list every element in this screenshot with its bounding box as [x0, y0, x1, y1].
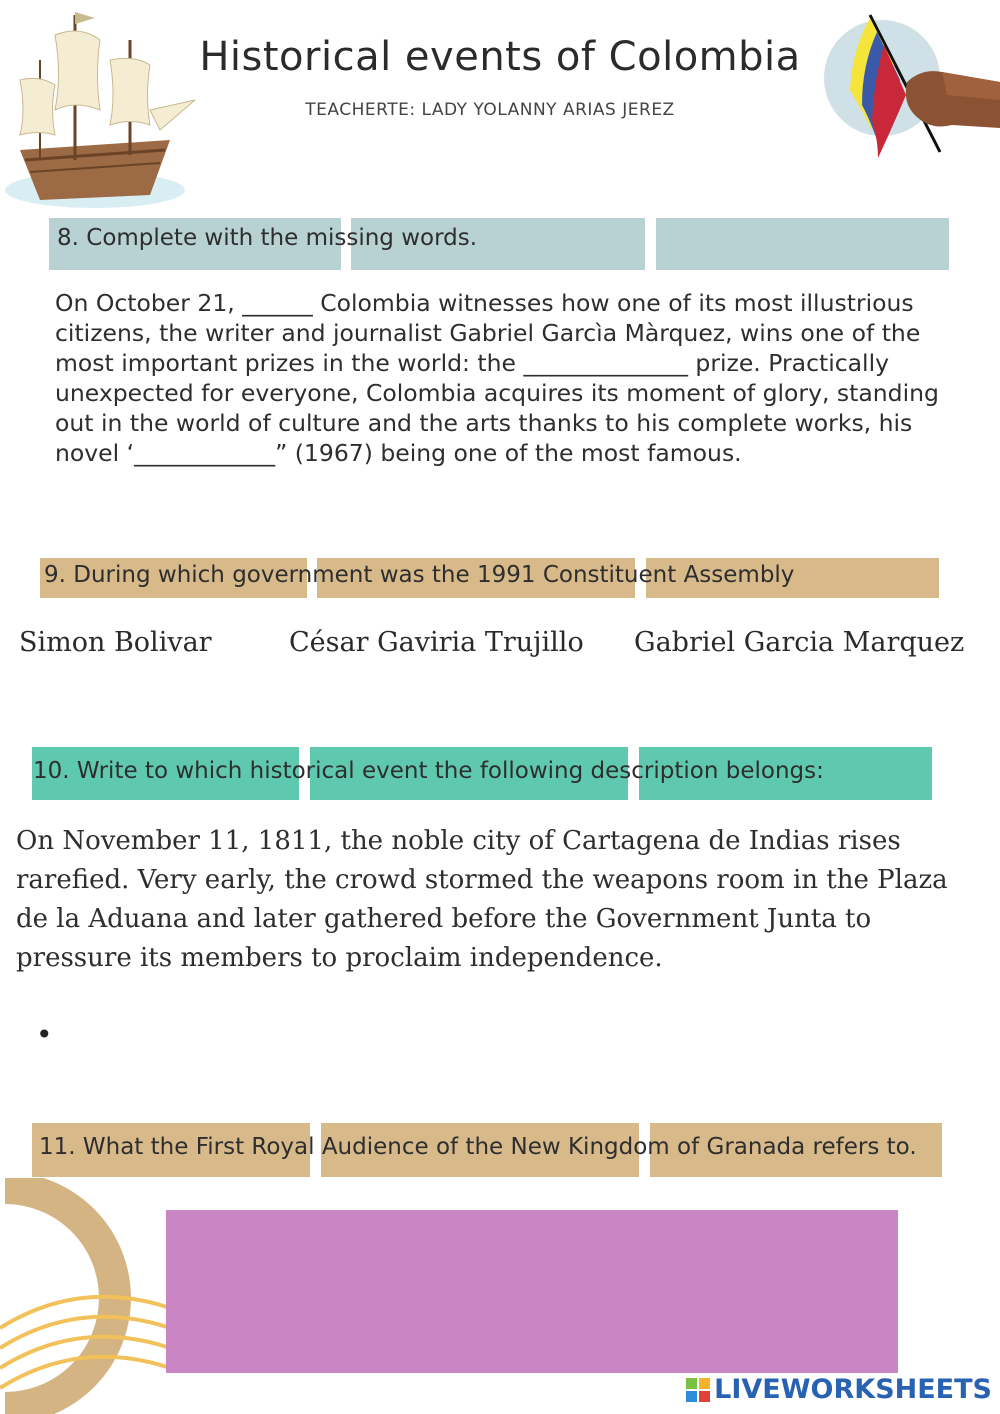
q10-answer-bullet[interactable]: •	[36, 1018, 53, 1051]
teacher-name: TEACHERTE: LADY YOLANNY ARIAS JEREZ	[305, 100, 675, 120]
q10-description: On November 11, 1811, the noble city of Cartagena de Indias rises rarefied. Very early, the crowd stormed the weapons room in the Plaza de la Aduana and later gathered before the Government Junta to pressure its members to proclaim independence.	[16, 826, 948, 973]
q11-label: 11. What the First Royal Audience of the New Kingdom of Granada refers to.	[39, 1134, 917, 1160]
q8-bar-segment-3	[656, 218, 949, 270]
q9-option-1[interactable]: Simon Bolivar	[19, 627, 212, 658]
q8-paragraph: On October 21, ______ Colombia witnesses how one of its most illustrious citizens, the writer and journalist Gabriel Garcìa Màrquez, wins one of the most important prizes in the world: the ______________ prize. Practically unexpected for everyone, Colombia acquires its moment of glory, standing out in the world of culture and the arts thanks to his complete works, his novel ‘____________” (1967) being one of the most famous.	[55, 289, 939, 467]
logo-text: LIVEWORKSHEETS	[714, 1374, 992, 1405]
q9-label: 9. During which government was the 1991 Constituent Assembly	[44, 562, 795, 588]
q9-option-3[interactable]: Gabriel Garcia Marquez	[634, 627, 965, 658]
q11-answer-box[interactable]	[166, 1210, 898, 1373]
q10-label: 10. Write to which historical event the following description belongs:	[33, 758, 824, 784]
page-title: Historical events of Colombia	[199, 34, 801, 80]
q8-label: 8. Complete with the missing words.	[57, 225, 478, 251]
liveworksheets-logo	[686, 1374, 992, 1405]
q9-option-2[interactable]: César Gaviria Trujillo	[289, 627, 584, 658]
liveworksheets-logo-icon	[686, 1378, 710, 1402]
